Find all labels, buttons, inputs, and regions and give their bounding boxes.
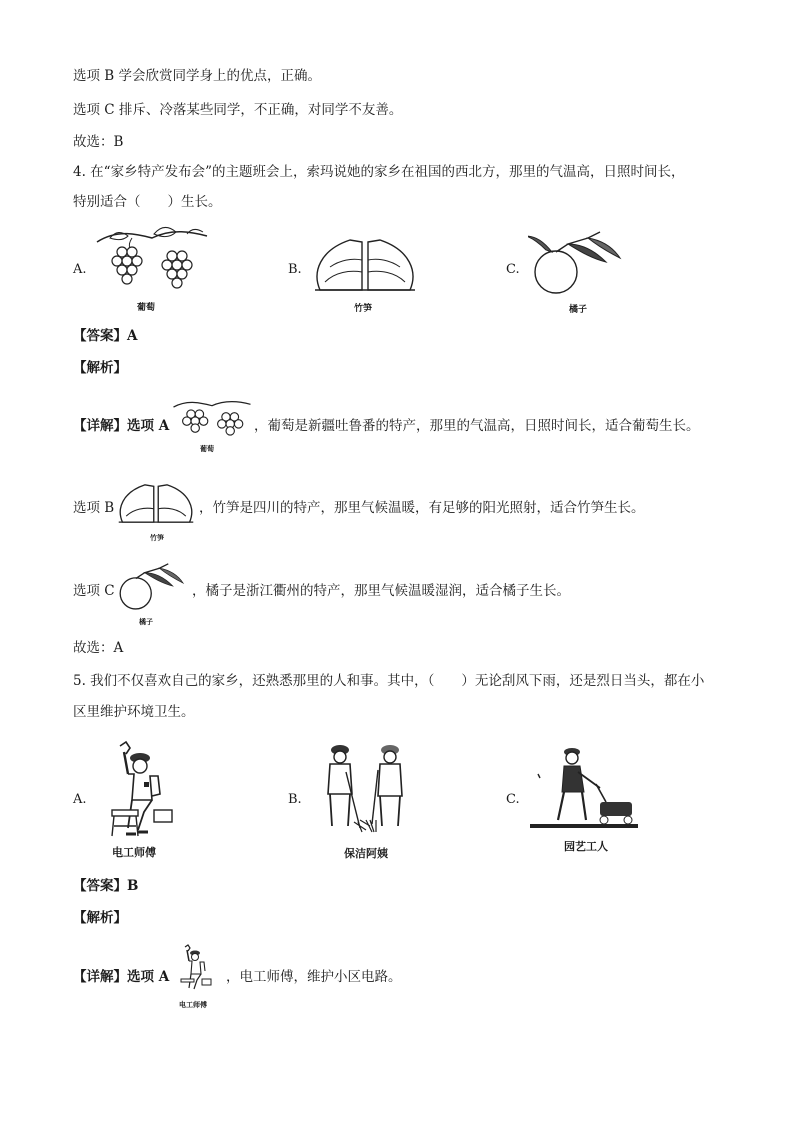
q5-detail-a-prefix: 【详解】选项 A xyxy=(73,969,170,985)
q4-detail-b-text: ，竹笋是四川的特产，那里气候温暖，有足够的阳光照射，适合竹笋生长。 xyxy=(199,500,645,516)
tangerine-icon xyxy=(528,228,628,296)
electrician-icon xyxy=(98,740,174,840)
gardener-mower-icon xyxy=(528,744,640,832)
q4-detail-c-prefix: 选项 C xyxy=(73,583,115,599)
q4-option-b-caption: 竹笋 xyxy=(353,304,372,314)
q4-option-c-letter: C. xyxy=(506,262,520,277)
q5-option-b-caption: 保洁阿姨 xyxy=(344,847,388,860)
electrician-icon xyxy=(174,940,212,998)
q4-option-b-letter: B. xyxy=(288,262,302,277)
q5-answer: 【答案】B xyxy=(73,878,139,894)
q4-pick: 故选：A xyxy=(73,640,124,656)
q4-detail-c-text: ，橘子是浙江衢州的特产，那里气候温暖湿润，适合橘子生长。 xyxy=(192,583,570,599)
q5-option-c-caption: 园艺工人 xyxy=(564,840,608,853)
grapes-icon xyxy=(170,397,254,441)
q4-stem-line-2: 特别适合（ ）生长。 xyxy=(73,194,222,210)
q4-detail-a-text: ，葡萄是新疆吐鲁番的特产，那里的气温高，日照时间长，适合葡萄生长。 xyxy=(254,418,700,434)
grapes-icon xyxy=(92,224,212,299)
prev-option-c-line: 选项 C 排斥、冷落某些同学，不正确，对同学不友善。 xyxy=(73,102,403,118)
q5-stem-line-2: 区里维护环境卫生。 xyxy=(73,704,195,720)
q4-detail-a-caption: 葡萄 xyxy=(200,445,214,453)
q4-option-a-letter: A. xyxy=(73,262,87,277)
q5-detail-a-text: ，电工师傅，维护小区电路。 xyxy=(226,969,402,985)
prev-answer-pick: 故选：B xyxy=(73,134,124,150)
q4-analysis-label: 【解析】 xyxy=(73,360,127,376)
q5-option-c-letter: C. xyxy=(506,792,520,807)
q4-detail-b-prefix: 选项 B xyxy=(73,500,115,516)
bamboo-shoot-icon xyxy=(115,478,197,526)
prev-option-b-line: 选项 B 学会欣赏同学身上的优点，正确。 xyxy=(73,68,322,84)
q4-option-c-caption: 橘子 xyxy=(568,305,587,315)
q4-answer: 【答案】A xyxy=(73,328,138,344)
q5-analysis-label: 【解析】 xyxy=(73,910,127,926)
q5-option-b-letter: B. xyxy=(288,792,302,807)
tangerine-icon xyxy=(115,560,189,612)
q5-detail-a-caption: 电工师傅 xyxy=(179,1001,207,1009)
q4-stem-line-1: 4. 在“家乡特产发布会”的主题班会上，索玛说她的家乡在祖国的西北方，那里的气温高，日照时间长， xyxy=(73,164,685,180)
bamboo-shoot-icon xyxy=(310,232,420,294)
q4-detail-a-prefix: 【详解】选项 A xyxy=(73,418,170,434)
q4-detail-c-caption: 橘子 xyxy=(139,618,153,626)
cleaners-icon xyxy=(316,742,412,834)
q4-detail-b-caption: 竹笋 xyxy=(150,534,164,542)
q5-stem-line-1: 5. 我们不仅喜欢自己的家乡，还熟悉那里的人和事。其中，（ ）无论刮风下雨，还是烈日当头，都在小 xyxy=(73,673,705,689)
q5-option-a-letter: A. xyxy=(73,792,87,807)
q5-option-a-caption: 电工师傅 xyxy=(112,846,156,859)
q4-option-a-caption: 葡萄 xyxy=(136,303,155,313)
